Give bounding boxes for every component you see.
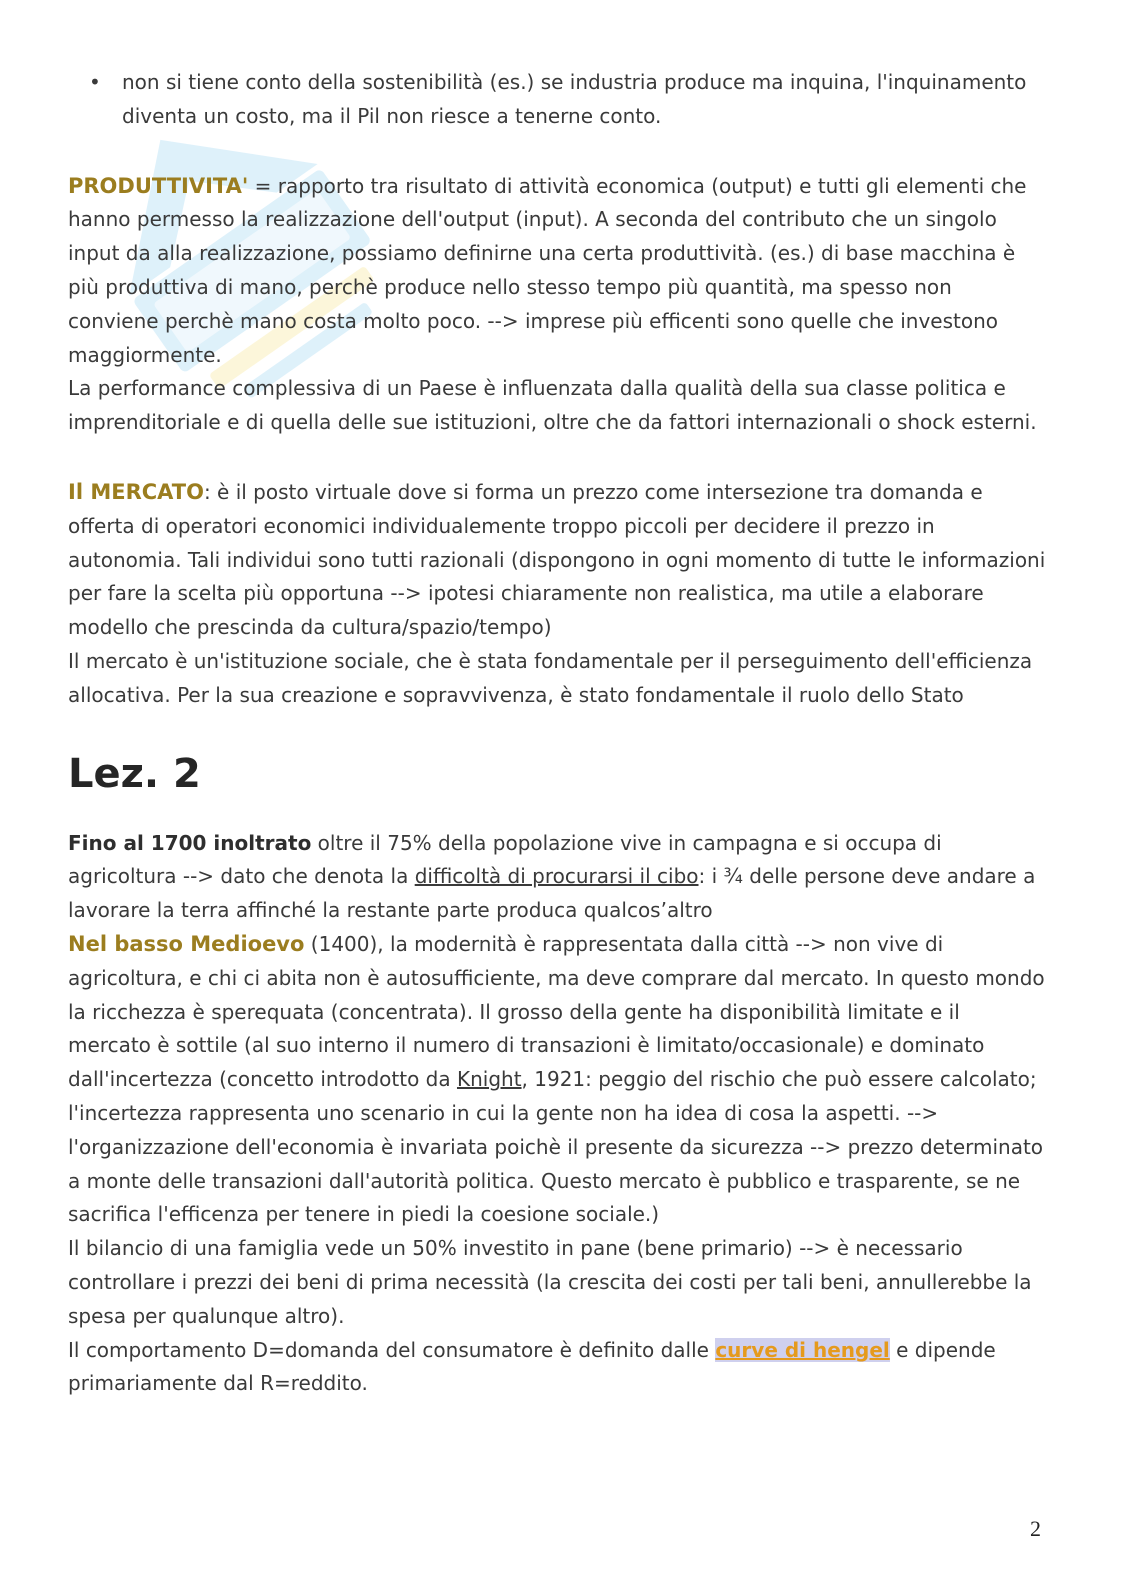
p4-text-a: Il comportamento D=domanda del consumatore è definito dalle	[68, 1337, 716, 1362]
performance-paragraph: La performance complessiva di un Paese è influenzata dalla qualità della sua classe politica e imprenditoriale e di quella delle sue istituzioni, oltre che da fattori internazionali o shock esterni.	[68, 376, 1037, 435]
bullet-item	[68, 66, 1046, 134]
p1-text-a: oltre il 75% della popolazione vive in campagna e si occupa di agricoltura --> dato che denota la	[68, 830, 942, 889]
p4-text-b: e dipende primariamente dal R=reddito.	[68, 1337, 996, 1396]
knight-link[interactable]: Knight	[456, 1067, 522, 1092]
mercato-term: Il MERCATO	[68, 479, 204, 504]
p2-text-b: , 1921: peggio del rischio che può essere calcolato; l'incertezza rappresenta uno scenario in cui la gente non ha idea di cosa la aspetti. --> l'organizzazione dell'economia è invariata poichè il presente da sicurezza --> prezzo determinato a monte delle transazioni dall'autorità politica. Questo mercato è pubblico e trasparente, se ne sacrifica l'efficenza per tenere in piedi la coesione sociale.)	[68, 1067, 1044, 1227]
p1-underline: difficoltà di procurarsi il cibo	[414, 864, 699, 889]
p1-bold: Fino al 1700 inoltrato	[68, 830, 312, 855]
bullet-text: non si tiene conto della sostenibilità (es.) se industria produce ma inquina, l'inquinamento diventa un costo, ma il Pil non riesce a tenerne conto.	[122, 70, 1027, 128]
istituzione-paragraph: Il mercato è un'istituzione sociale, che è stata fondamentale per il perseguimento dell'efficienza allocativa. Per la sua creazione e sopravvivenza, è stato fondamentale il ruolo dello Stato	[68, 648, 1033, 707]
lesson-paragraph-4	[68, 1334, 1046, 1402]
curve-hengel-link[interactable]: curve di hengel	[715, 1337, 890, 1362]
document-page	[68, 66, 1046, 1401]
bullet-dot: •	[89, 70, 101, 94]
produttivita-paragraph	[68, 170, 1046, 373]
mercato-paragraph	[68, 476, 1046, 645]
lesson-heading: Lez. 2	[68, 750, 201, 797]
mercato-text: : è il posto virtuale dove si forma un prezzo come intersezione tra domanda e offerta di operatori economici individualemente troppo piccoli per decidere il prezzo in autonomia. Tali individui sono tutti razionali (dispongono in ogni momento di tutte le informazioni per fare la scelta più opportuna --> ipotesi chiaramente non realistica, ma utile a elaborare modello che prescinda da cultura/spazio/tempo)	[68, 479, 1046, 640]
lesson-paragraph-3: Il bilancio di una famiglia vede un 50% investito in pane (bene primario) --> è necessario controllare i prezzi dei beni di prima necessità (la crescita dei costi per tali beni, annullerebbe la spesa per qualunque altro).	[68, 1236, 1032, 1328]
page-number: 2	[1030, 1516, 1041, 1541]
lesson-paragraph-1	[68, 827, 1046, 928]
medioevo-term: Nel basso Medioevo	[68, 931, 305, 956]
produttivita-term: PRODUTTIVITA'	[68, 173, 249, 198]
lesson-paragraph-2	[68, 928, 1046, 1232]
p1-text-b: : i ¾ delle persone deve andare a lavorare la terra affinché la restante parte produca qualcos’altro	[68, 864, 1036, 923]
p2-text-a: (1400), la modernità è rappresentata dalla città --> non vive di agricoltura, e chi ci abita non è autosufficiente, ma deve comprare dal mercato. In questo mondo la ricchezza è sperequata (concentrata). Il grosso della gente ha disponibilità limitate e il mercato è sottile (al suo interno il numero di transazioni è limitato/occasionale) e dominato dall'incertezza (concetto introdotto da	[68, 931, 1045, 1092]
produttivita-text: = rapporto tra risultato di attività economica (output) e tutti gli elementi che hanno permesso la realizzazione dell'output (input). A seconda del contributo che un singolo input da alla realizzazione, possiamo definirne una certa produttività. (es.) di base macchina è più produttiva di mano, perchè produce nello stesso tempo più quantità, ma spesso non conviene perchè mano costa molto poco. --> imprese più efficenti sono quelle che investono maggiormente.	[68, 173, 1027, 367]
